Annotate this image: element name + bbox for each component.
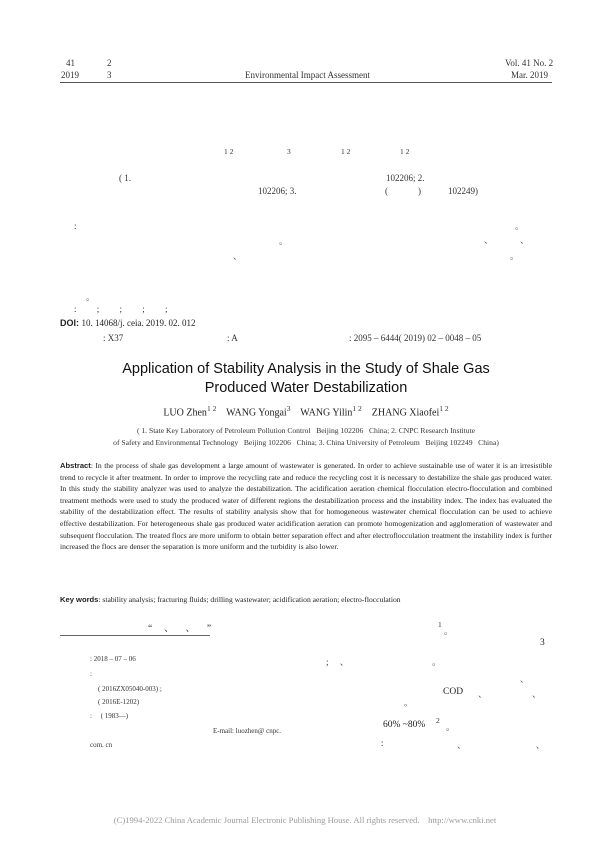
- abstract-cn-mark-5: 、: [233, 251, 243, 261]
- document-code: : A: [227, 333, 238, 343]
- header-rule: [60, 82, 552, 83]
- title-en-line1: Application of Stability Analysis in the Study of Shale Gas: [122, 361, 490, 377]
- author-cn-mark-4: 1 2: [400, 147, 410, 156]
- author-en-2-sup: 3: [286, 404, 291, 413]
- abstract-en-label: Abstract: [60, 461, 91, 470]
- footnote-colon: :: [90, 670, 92, 678]
- clc-number: : X37: [103, 333, 124, 343]
- body-ref1: 1: [438, 620, 442, 629]
- affil-en-line1: ( 1. State Key Laboratory of Petroleum Pollution Control Beijing 102206 China; 2. CNPC Research Institute: [136, 426, 476, 435]
- body-period-mid: 。: [432, 657, 442, 667]
- doi-value: 10. 14068/j. ceia. 2019. 02. 012: [81, 318, 196, 328]
- affil-en-line2: of Safety and Environmental Technology Beijing 102206 China; 3. China University of Petroleum Beijing 102249 China): [113, 438, 499, 447]
- abstract-cn-label: :: [74, 221, 77, 231]
- abstract-cn-mark-3: 、: [484, 235, 494, 245]
- abstract-cn-mark-6: 。: [510, 251, 520, 261]
- keywords-cn-line: : ; ; ; ;: [74, 304, 168, 314]
- abstract-cn-mark-1: 。: [515, 221, 525, 231]
- footnote-rule: [60, 635, 210, 636]
- header-issue-cn: 2: [107, 58, 112, 68]
- keywords-en-text: : stability analysis; fracturing fluids; drilling wastewater; acidification aeration; electro-flocculation: [98, 595, 401, 604]
- author-en-2: WANG Yongai: [226, 407, 287, 419]
- header-journal-en: Environmental Impact Assessment: [245, 70, 370, 80]
- author-en-3-sup: 1 2: [352, 404, 362, 413]
- footnote-email2: com. cn: [90, 741, 113, 749]
- body-cod-marks: 、 、: [478, 689, 542, 699]
- body-ref2: 2: [436, 716, 440, 725]
- body-comma-a: 、: [520, 674, 530, 684]
- title-en-line2: Produced Water Destabilization: [204, 380, 408, 396]
- author-en-1: LUO Zhen: [163, 407, 207, 419]
- author-cn-mark-2: 3: [287, 147, 291, 156]
- body-num3: 3: [540, 638, 545, 648]
- header-volume-cn: 41: [66, 58, 75, 68]
- abstract-cn-mark-4: 、: [520, 235, 530, 245]
- keywords-en-label: Key words: [60, 595, 99, 604]
- body-quote-line: “ 、 、 ”: [148, 624, 212, 634]
- footnote-author: : ( 1983—): [90, 712, 129, 720]
- keywords-cn-period: 。: [86, 292, 96, 302]
- authors-en: [60, 404, 552, 418]
- body-semicolon-line: ; 、: [326, 657, 349, 667]
- article-id: : 2095 – 6444( 2019) 02 – 0048 – 05: [349, 333, 482, 343]
- affil-en: [60, 425, 552, 449]
- body-percent: 60% ~80%: [383, 720, 426, 730]
- title-en: [60, 360, 552, 398]
- affil-cn-line2-code: 102206; 3.: [258, 186, 297, 196]
- body-marks-last: 、 、: [457, 740, 545, 750]
- affil-cn-line2-paren-close: ): [418, 186, 421, 196]
- abstract-en: [60, 460, 552, 553]
- header-date-en: Mar. 2019: [511, 70, 548, 80]
- abstract-en-text: : In the process of shale gas development a large amount of wastewater is generated. In order to achieve sustainable use of water it is an irresistible trend to recycle it after treatment. In order to improve the recycling rate and reduce the recycling cost it is necessary to destabilize the shale gas produced water. In this study the stability analyzer was used to analyze the destabilization. The acidification aeration chemical flocculation electro-flocculation and combined treatment methods were used to study the produced water of different regions the destabilization process and the instability index. The index has evaluated the stability of the destabilization effect. The results of stability analysis show that for homogeneous wastewater chemical flocculation can be used to achieve effective destabilization. For heterogeneous shale gas produced water acidification aeration can promote homogenization and agglomeration of wastewater and subsequent flocculation. The treated flocs are more uniform to obtain better separation effect and after electroflocculation treatment the instability index is further increased the flocs are denser the separation is more uniform and the turbidity is also lower.: [60, 461, 552, 552]
- author-cn-mark-3: 1 2: [341, 147, 351, 156]
- author-en-4-sup: 1 2: [439, 404, 449, 413]
- author-en-3: WANG Yilin: [300, 407, 353, 419]
- body-small-period: °: [404, 702, 407, 711]
- footnote-fund2: ( 2016E-1202): [98, 698, 140, 706]
- footnote-fund1: ( 2016ZX05040-003) ;: [98, 685, 162, 693]
- body-ref2-period: 。: [446, 722, 456, 732]
- header-volume-en: Vol. 41 No. 2: [505, 58, 554, 68]
- author-en-1-sup: 1 2: [206, 404, 217, 413]
- body-cod: COD: [443, 687, 464, 697]
- copyright-notice: (C)1994-2022 China Academic Journal Electronic Publishing House. All rights reserved. http://www.cnki.net: [113, 815, 497, 825]
- footnote-email: E-mail: luozhen@ cnpc.: [213, 727, 282, 735]
- header-year-cn: 2019: [61, 70, 79, 80]
- keywords-en: [60, 594, 552, 606]
- doi-label: DOI:: [60, 318, 79, 328]
- affil-cn-line2-end: 102249): [448, 186, 478, 196]
- header-month-cn: 3: [107, 70, 112, 80]
- body-ref1-period: 。: [444, 626, 454, 636]
- body-colon-line: :: [381, 738, 384, 748]
- footnote-received: : 2018 – 07 – 06: [90, 655, 136, 663]
- affil-cn-line2-paren: (: [385, 186, 388, 196]
- author-cn-mark-1: 1 2: [224, 147, 234, 156]
- affil-cn-line1-start: ( 1.: [119, 173, 131, 183]
- author-en-4: ZHANG Xiaofei: [371, 407, 440, 419]
- affil-cn-line1-code: 102206; 2.: [386, 173, 425, 183]
- abstract-cn-mark-2: 。: [279, 236, 289, 246]
